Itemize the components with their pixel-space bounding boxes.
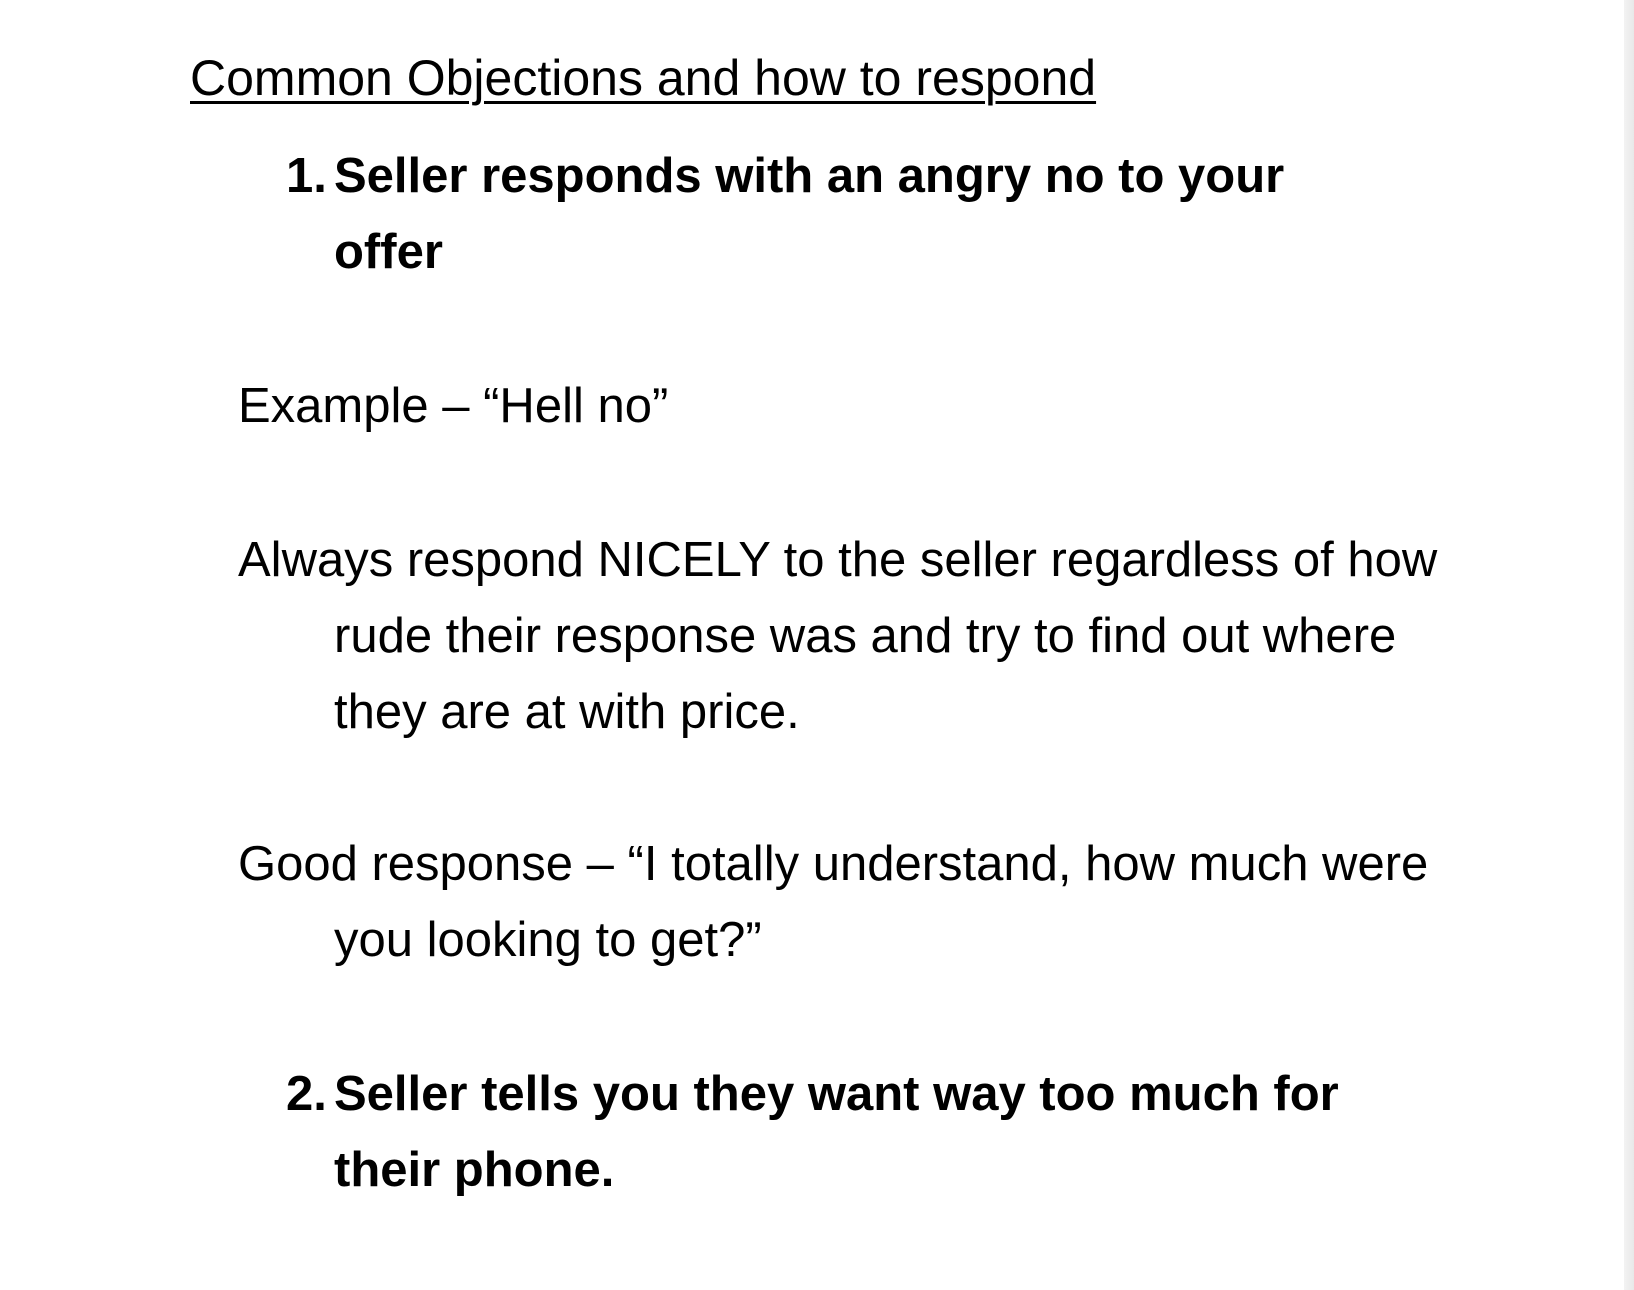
- objection-number: 1.: [286, 149, 327, 203]
- objection-title: Seller responds with an angry no to your offer: [334, 149, 1285, 279]
- objection-item-2: [286, 1056, 1416, 1208]
- objection-number: 2.: [286, 1067, 327, 1121]
- page-edge: [1624, 0, 1634, 1290]
- example-text: Example – “Hell no”: [238, 379, 669, 433]
- advice-text: Always respond NICELY to the seller regardless of how rude their response was and try to find out where they are at with price.: [238, 533, 1438, 739]
- good-response-text: Good response – “I totally understand, how much were you looking to get?”: [238, 837, 1429, 967]
- objection-item-1: [286, 138, 1376, 290]
- page-title: Common Objections and how to respond: [190, 50, 1097, 106]
- objection-title: Seller tells you they want way too much for their phone.: [334, 1067, 1339, 1197]
